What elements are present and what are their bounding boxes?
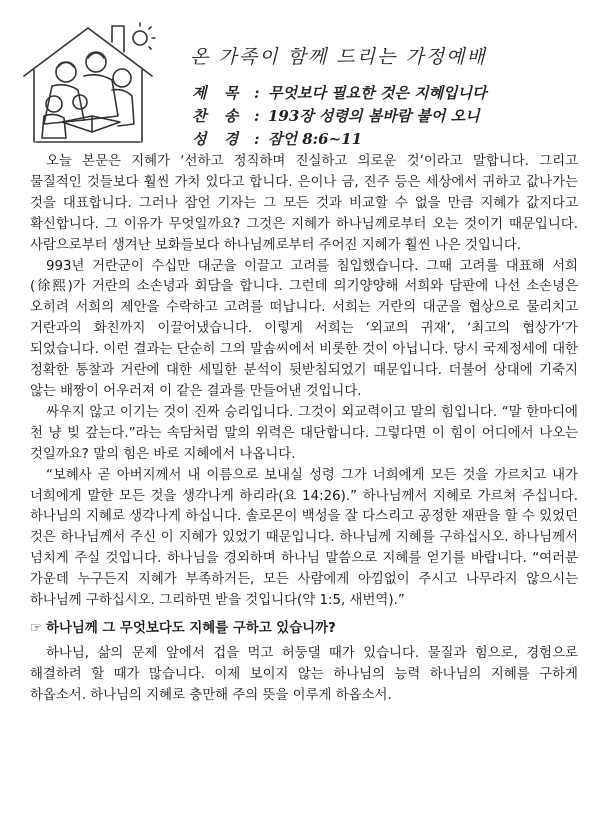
colon: : <box>254 107 260 125</box>
service-title-value: 무엇보다 필요한 것은 지혜입니다 <box>268 84 487 102</box>
hymn-label: 찬 송 <box>192 107 245 125</box>
colon: : <box>254 84 260 102</box>
sermon-paragraph: 싸우지 않고 이기는 것이 진짜 승리입니다. 그것이 외교력이고 말의 힘입니다. “말 한마디에 천 냥 빚 갚는다.”라는 속담처럼 말의 위력은 대단합니다. 그렇다면 이 힘이 어디에서 나오는 것일까요? 말의 힘은 바로 지혜에서 나옵니다. <box>30 404 578 462</box>
family-worship-illustration-icon <box>14 20 162 150</box>
scripture-label: 성 경 <box>192 130 245 148</box>
reflection-question-text: 하나님께 그 무엇보다도 지혜를 구하고 있습니까? <box>46 620 336 636</box>
sermon-paragraph: 오늘 본문은 지혜가 ‘선하고 정직하며 진실하고 의로운 것’이라고 말합니다. 그리고 물질적인 것들보다 훨씬 가치 있다고 합니다. 은이나 금, 진주 등은 세상에서 귀하고 값나가는 것을 대표합니다. 그러나 잠언 기자는 그 모든 것과 비교할 수 없을 만큼 지혜가 값지다고 확신합니다. 그 이유가 무엇일까요? 그것은 지혜가 하나님께로부터 오는 것이기 때문입니다. 사람으로부터 생겨난 보화들보다 하나님께로부터 주어진 지혜가 훨씬 나은 것입니다. <box>30 154 578 253</box>
service-title-row <box>192 82 592 105</box>
reflection-question <box>30 619 578 640</box>
service-title-label: 제 목 <box>192 84 245 102</box>
header <box>0 0 600 150</box>
sermon-body <box>30 152 578 707</box>
scripture-row <box>192 128 592 151</box>
page-title: 온 가족이 함께 드리는 가정예배 <box>190 46 487 68</box>
colon: : <box>254 130 260 148</box>
hymn-row <box>192 105 592 128</box>
closing-prayer: 하나님, 삶의 문제 앞에서 겁을 먹고 허둥댈 때가 있습니다. 물질과 힘으로, 경험으로 해결하려 할 때가 많습니다. 이제 보이지 않는 하나님의 능력 하나님의 지혜를 구하게 하옵소서. 하나님의 지혜로 충만해 주의 뜻을 이루게 하옵소서. <box>30 645 578 703</box>
sermon-paragraph: 993년 거란군이 수십만 대군을 이끌고 고려를 침입했습니다. 그때 고려를 대표해 서희(徐熙)가 거란의 소손녕과 회담을 합니다. 그런데 의기양양해 서희와 담판에 나선 소손녕은 오히려 서희의 제안을 수락하고 고려를 떠납니다. 서희는 거란의 대군을 협상으로 물리치고 거란과의 화친까지 이끌어냈습니다. 이렇게 서희는 ‘외교의 귀재’, ‘최고의 협상가’가 되었습니다. 이런 결과는 단순히 그의 말솜씨에서 비롯한 것이 아닙니다. 당시 국제정세에 대한 정확한 통찰과 거란에 대한 세밀한 분석이 뒷받침되었기 때문입니다. 더불어 상대에 기죽지 않는 배짱이 어우러져 이 같은 결과를 만들어낸 것입니다. <box>30 258 578 399</box>
sermon-paragraph: “보혜사 곧 아버지께서 내 이름으로 보내실 성령 그가 너희에게 모든 것을 가르치고 내가 너희에게 말한 모든 것을 생각나게 하리라(요 14:26).” 하나님께서 지혜로 가르쳐 주십니다. 하나님의 지혜로 생각나게 하십니다. 솔로몬이 백성을 잘 다스리고 공정한 재판을 할 수 있었던 것은 하나님께서 주신 이 지혜가 있었기 때문입니다. 하나님께 지혜를 구하십시오. 하나님께서 넘치게 주실 것입니다. 하나님을 경외하며 하나님 말씀으로 지혜를 얻기를 바랍니다. “여러분 가운데 누구든지 지혜가 부족하거든, 모든 사람에게 아낌없이 주시고 나무라지 않으시는 하나님께 구하십시오. 그리하면 받을 것입니다(약 1:5, 새번역).” <box>30 467 578 609</box>
hymn-value: 193장 성령의 봄바람 불어 오니 <box>268 107 480 125</box>
service-info <box>192 82 592 151</box>
pointing-hand-icon: ☞ <box>30 620 43 636</box>
scripture-value: 잠언 8:6~11 <box>268 130 363 148</box>
